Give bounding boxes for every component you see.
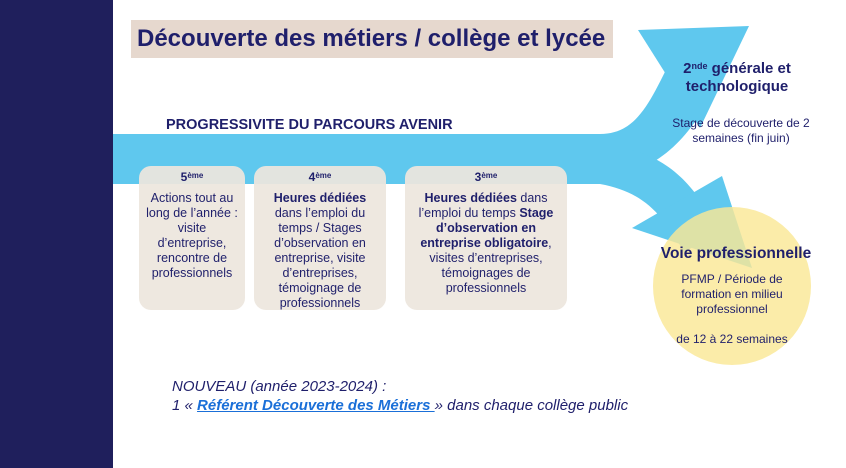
nouveau-line1: NOUVEAU (année 2023-2024) : [172,378,387,395]
generale-description: Stage de découverte de 2 semaines (fin juin) [672,116,810,145]
card-level: 3ème [474,170,498,184]
page-title: Découverte des métiers / collège et lycée [131,20,613,58]
card-text: Heures dédiées dans l’emploi du temps / Stages d’observation en entreprise, visite d’entreprises, témoignage de professionnels [273,191,367,310]
section-subtitle: PROGRESSIVITE DU PARCOURS AVENIR [166,117,453,133]
pro-title: Voie professionnelle [660,245,812,262]
card-4eme [254,166,386,310]
card-level: 4ème [308,170,332,184]
card-level: 5ème [180,170,204,184]
nouveau-line2: 1 « Référent Découverte des Métiers » dans chaque collège public [172,397,629,414]
pro-description: PFMP / Période de formation en milieu professionnel [681,272,783,316]
generale-title: 2nde générale et technologique [683,60,791,95]
card-text: Actions tout au long de l’année : visite d’entreprise, rencontre de professionnels [146,191,238,280]
card-text: Heures dédiées dans l’emploi du temps Stage d’observation en entreprise obligatoire, visites d’entreprises, témoignages de professionnels [418,191,554,295]
card-3eme [405,166,567,310]
nouveau-note [172,377,628,415]
pro-weeks: de 12 à 22 semaines [676,332,788,346]
card-5eme [139,166,245,310]
referent-link[interactable]: Référent Découverte des Métiers [197,397,435,414]
